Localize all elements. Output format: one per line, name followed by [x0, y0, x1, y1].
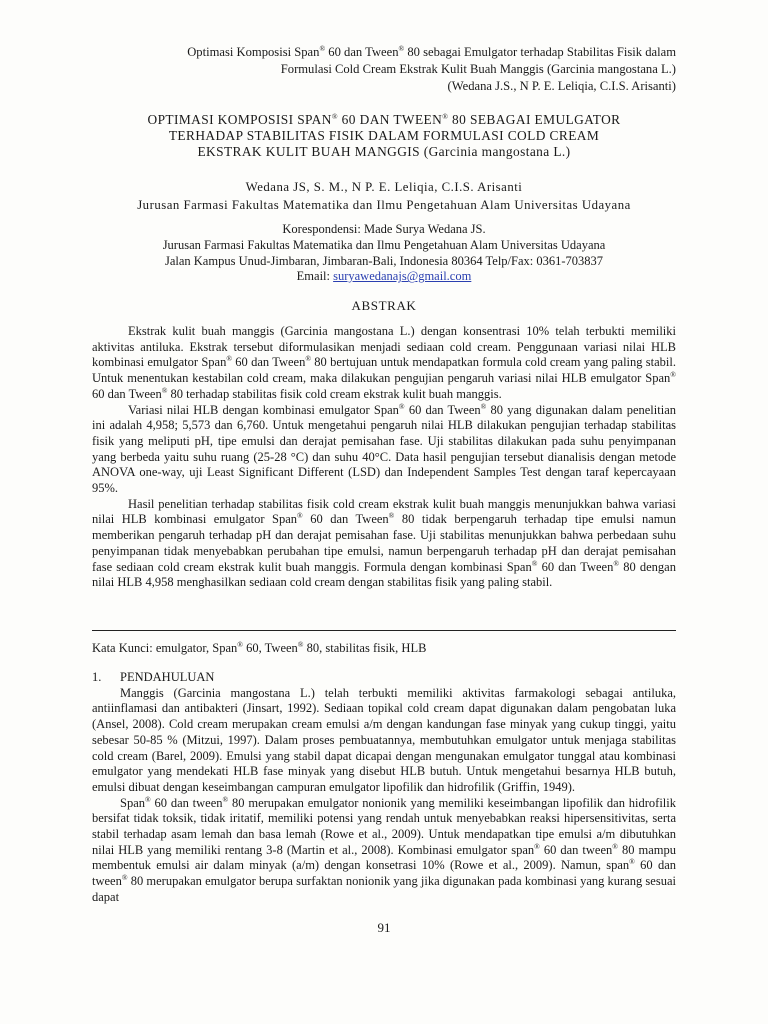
- page-number: 91: [377, 920, 391, 935]
- section-number: 1.: [92, 670, 102, 684]
- paper-title: [60, 112, 708, 160]
- keywords: Kata Kunci: emulgator, Span® 60, Tween® 80, stabilitas fisik, HLB: [92, 640, 427, 655]
- authors-block: [60, 178, 708, 214]
- title-line-2: TERHADAP STABILITAS FISIK DALAM FORMULASI COLD CREAM: [168, 128, 600, 143]
- intro-paragraph-2: Span® 60 dan tween® 80 merupakan emulgator nonionik yang memiliki keseimbangan lipofilik dan hidrofilik bersifat tidak toksik, tidak iritatif, memiliki potensi yang rendah untuk menyebabkan reaksi hipersensitivitas, serta stabil terhadap asam lemah dan basa lemah (Rowe et al., 2009). Untuk mendapatkan tipe emulsi a/m dibutuhkan nilai HLB yang memiliki rentang 3-8 (Martin et al., 2008). Kombinasi emulgator span® 60 dan tween® 80 mampu membentuk emulsi air dalam minyak (a/m) dengan konsetrasi 10% (Rowe et al., 2009). Namun, span® 60 dan tween® 80 merupakan emulgator berupa surfaktan nonionik yang jika digunakan pada kombinasi yang kurang sesuai dapat: [92, 794, 676, 904]
- abstract-paragraph-1: Ekstrak kulit buah manggis (Garcinia mangostana L.) dengan konsentrasi 10% telah terbukti memiliki aktivitas antiluka. Ekstrak tersebut diformulasikan menjadi sediaan cold cream. Penggunaan variasi nilai HLB kombinasi emulgator Span® 60 dan Tween® 80 bertujuan untuk mendapatkan formula cold cream yang paling stabil. Untuk menentukan kestabilan cold cream, maka dilakukan pengujian pengaruh variasi nilai HLB emulgator Span® 60 dan Tween® 80 terhadap stabilitas fisik cold cream ekstrak kulit buah manggis.: [92, 324, 676, 401]
- running-head-line-2: Formulasi Cold Cream Ekstrak Kulit Buah Manggis (Garcinia mangostana L.): [280, 62, 676, 76]
- intro-paragraph-1: Manggis (Garcinia mangostana L.) telah terbukti memiliki aktivitas farmakologi sebagai antiluka, antiinflamasi dan antibakteri (Jinsart, 1992). Sediaan topikal cold cream dapat digunakan dalam pengobatan luka (Ansel, 2008). Cold cream merupakan cream emulsi a/m dengan kandungan fase minyak yang cukup tinggi, yaitu sebesar 50-85 % (Mitzui, 1997). Dalam proses pembuatannya, membutuhkan emulgator untuk menjaga stabilitas cold cream (Barel, 2009). Emulsi yang stabil dapat dicapai dengan mengunakan emulgator tunggal atau kombinasi emulgator yang mendekati HLB fase minyak yang disebut HLB butuh. Untuk mengetahui besarnya HLB butuh, emulsi dibuat dengan keseimbangan campuran emulgator lipofilik dan hidrofilik (Griffin, 1949).: [92, 685, 676, 794]
- correspondence-name: Korespondensi: Made Surya Wedana JS.: [282, 222, 486, 236]
- section-title: PENDAHULUAN: [120, 670, 215, 684]
- section-divider: [92, 630, 676, 631]
- correspondence-email: Email: suryawedanajs@gmail.com: [296, 269, 472, 284]
- introduction-section: [92, 670, 676, 906]
- correspondence-block: [60, 222, 708, 285]
- running-head-line-3: (Wedana J.S., N P. E. Leliqia, C.I.S. Arisanti): [447, 79, 676, 93]
- author-affiliation: Jurusan Farmasi Fakultas Matematika dan Ilmu Pengetahuan Alam Universitas Udayana: [137, 198, 631, 212]
- correspondence-affiliation: Jurusan Farmasi Fakultas Matematika dan Ilmu Pengetahuan Alam Universitas Udayana: [162, 237, 606, 252]
- correspondence-address: Jalan Kampus Unud-Jimbaran, Jimbaran-Bali, Indonesia 80364 Telp/Fax: 0361-703837: [164, 253, 604, 268]
- section-heading: [92, 670, 676, 686]
- running-head-line-1: Optimasi Komposisi Span® 60 dan Tween® 80 sebagai Emulgator terhadap Stabilitas Fisik dalam: [187, 44, 676, 59]
- abstract-paragraph-3: Hasil penelitian terhadap stabilitas fisik cold cream ekstrak kulit buah manggis menunjukkan bahwa variasi nilai HLB kombinasi emulgator Span® 60 dan Tween® 80 tidak berpengaruh terhadap tipe emulsi namun memberikan pengaruh terhadap pH dan derajat pemisahan fase. Uji stabilitas menunjukkan bahwa perbedaan suhu penyimpanan tidak menyebabkan perubahan tipe emulsi, namun berpengaruh terhadap pH dan derajat pemisahan fase sediaan cold cream ekstrak kulit buah manggis. Formula dengan kombinasi Span® 60 dan Tween® 80 dengan nilai HLB 4,958 menghasilkan sediaan cold cream dengan stabilitas fisik yang paling stabil.: [92, 496, 676, 590]
- abstract-body: [92, 324, 676, 591]
- title-line-1: OPTIMASI KOMPOSISI SPAN® 60 DAN TWEEN® 80 SEBAGAI EMULGATOR: [147, 112, 621, 127]
- abstract-heading: ABSTRAK: [351, 298, 417, 313]
- author-names: Wedana JS, S. M., N P. E. Leliqia, C.I.S. Arisanti: [245, 180, 523, 194]
- email-link[interactable]: suryawedanajs@gmail.com: [333, 269, 472, 284]
- running-head: [92, 44, 676, 95]
- title-line-3: EKSTRAK KULIT BUAH MANGGIS (Garcinia mangostana L.): [197, 144, 571, 159]
- abstract-paragraph-2: Variasi nilai HLB dengan kombinasi emulgator Span® 60 dan Tween® 80 yang digunakan dalam penelitian ini adalah 4,958; 5,573 dan 6,760. Untuk mengetahui pengaruh nilai HLB dilakukan pengujian terhadap stabilitas fisik yang meliputi pH, tipe emulsi dan derajat pemisahan fase. Uji stabilitas dilakukan pada suhu penyimpanan yang berbeda yaitu suhu ruang (25-28 °C) dan suhu 40°C. Data hasil pengujian tersebut dianalisis dengan metode ANOVA one-way, uji Least Significant Different (LSD) dan Independent Samples Test dengan taraf kepercayaan 95%.: [92, 401, 676, 496]
